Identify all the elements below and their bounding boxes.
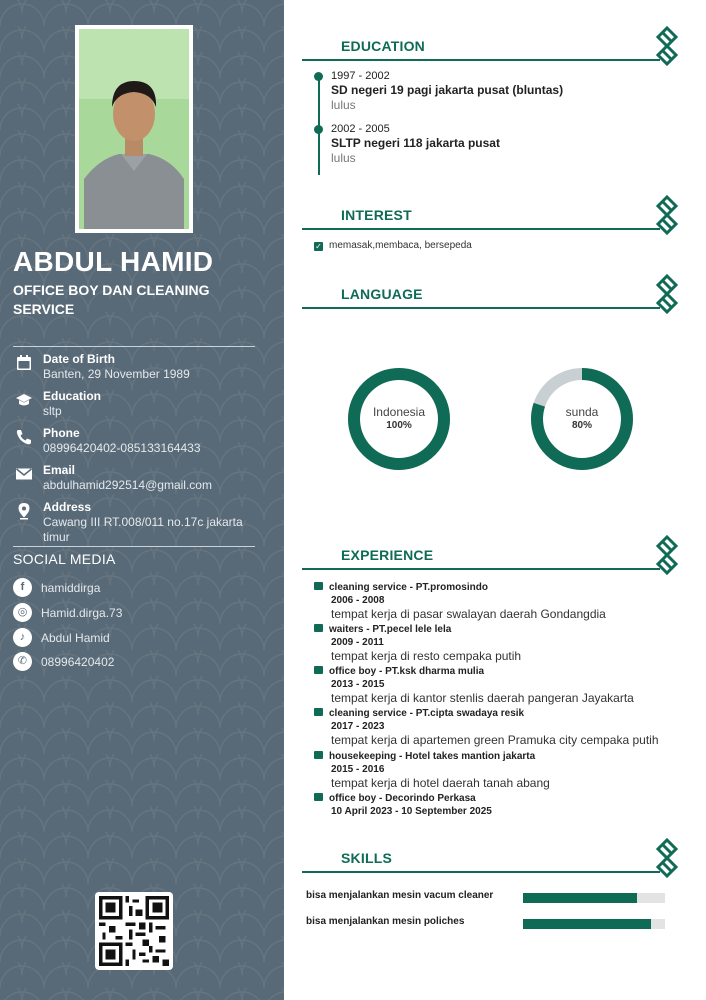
- education-school: SD negeri 19 pagi jakarta pusat (bluntas): [331, 83, 564, 97]
- timeline-dot: [314, 125, 323, 134]
- skill-bar: [523, 893, 665, 903]
- skill-bar: [523, 919, 665, 929]
- social-item-instagram[interactable]: [13, 603, 263, 623]
- info-value: sltp: [43, 404, 62, 418]
- social-media-title: SOCIAL MEDIA: [13, 551, 116, 567]
- ornament-icon: [654, 274, 680, 314]
- experience-desc: tempat kerja di hotel daerah tanah abang: [331, 776, 550, 790]
- divider: [13, 546, 255, 547]
- experience-job-title: cleaning service - PT.cipta swadaya resik: [329, 708, 525, 719]
- tiktok-icon: ♪: [13, 628, 32, 647]
- location-pin-icon: [15, 502, 33, 520]
- calendar-icon: [15, 354, 33, 372]
- info-label: Phone: [43, 426, 80, 440]
- ornament-icon: [654, 195, 680, 235]
- language-level: 80%: [571, 420, 592, 431]
- experience-job-title: office boy - Decorindo Perkasa: [329, 793, 476, 804]
- experience-item: [314, 623, 699, 664]
- experience-desc: tempat kerja di resto cempaka putih: [331, 649, 522, 663]
- section-title: EXPERIENCE: [341, 547, 434, 563]
- social-text: hamiddirga: [41, 581, 101, 595]
- experience-item: [314, 581, 699, 622]
- language-donut: [345, 365, 453, 473]
- education-years: 1997 - 2002: [331, 70, 390, 82]
- experience-job: [314, 665, 699, 678]
- education-status: lulus: [331, 151, 356, 165]
- info-label: Address: [43, 500, 92, 514]
- briefcase-icon: [314, 666, 323, 674]
- experience-job: [314, 750, 699, 763]
- experience-period: 2006 - 2008: [331, 595, 385, 606]
- experience-item: [314, 750, 699, 791]
- info-value: abdulhamid292514@gmail.com: [43, 478, 212, 492]
- info-value: Banten, 29 November 1989: [43, 367, 190, 381]
- skill-name: bisa menjalankan mesin poliches: [306, 916, 465, 927]
- section-line: [302, 59, 660, 61]
- social-item-facebook[interactable]: [13, 578, 263, 598]
- interest-text: memasak,membaca, bersepeda: [329, 240, 472, 251]
- language-donut-chart: [528, 365, 636, 473]
- info-label: Email: [43, 463, 76, 477]
- experience-item: [314, 665, 699, 706]
- info-value: 08996420402-085133164433: [43, 441, 201, 455]
- instagram-icon: ◎: [13, 603, 32, 622]
- experience-item: [314, 792, 699, 818]
- education-years: 2002 - 2005: [331, 123, 390, 135]
- language-donut-arc: [354, 374, 444, 464]
- experience-desc: tempat kerja di kantor stenlis daerah pangeran Jayakarta: [331, 691, 634, 705]
- social-item-whatsapp[interactable]: [13, 652, 263, 672]
- social-item-tiktok[interactable]: [13, 628, 263, 648]
- job-title: OFFICE BOY DAN CLEANING SERVICE: [13, 282, 210, 317]
- social-text: Hamid.dirga.73: [41, 606, 123, 620]
- experience-period: 2015 - 2016: [331, 764, 385, 775]
- education-item: [331, 70, 701, 112]
- education-item: [331, 123, 701, 165]
- briefcase-icon: [314, 624, 323, 632]
- skill-item: [306, 916, 696, 930]
- section-line: [302, 871, 660, 873]
- skill-bar-fill: [523, 893, 637, 903]
- divider: [13, 346, 255, 347]
- ornament-icon: [654, 535, 680, 575]
- full-name: ABDUL HAMID: [13, 246, 214, 277]
- language-donut-chart: [345, 365, 453, 473]
- experience-job: [314, 792, 699, 805]
- profile-photo: [75, 25, 193, 233]
- experience-period: 10 April 2023 - 10 September 2025: [331, 806, 492, 817]
- skill-item: [306, 890, 696, 904]
- social-text: Abdul Hamid: [41, 631, 110, 645]
- experience-job-title: waiters - PT.pecel lele lela: [329, 624, 452, 635]
- experience-period: 2013 - 2015: [331, 679, 385, 690]
- timeline-dot: [314, 72, 323, 81]
- checkbox-icon: ✓: [315, 242, 322, 251]
- section-skills: [302, 850, 680, 890]
- info-label: Date of Birth: [43, 352, 115, 366]
- sidebar: [0, 0, 284, 1000]
- section-title: LANGUAGE: [341, 286, 423, 302]
- phone-icon: [15, 428, 33, 446]
- experience-period: 2017 - 2023: [331, 721, 385, 732]
- qr-code-image: [99, 896, 169, 966]
- info-value: Cawang III RT.008/011 no.17c jakarta timur: [43, 515, 243, 544]
- section-line: [302, 568, 660, 570]
- ornament-icon: [654, 838, 680, 878]
- education-school: SLTP negeri 118 jakarta pusat: [331, 136, 500, 150]
- experience-desc: tempat kerja di apartemen green Pramuka city cempaka putih: [331, 733, 659, 747]
- experience-desc: tempat kerja di pasar swalayan daerah Gondangdia: [331, 607, 606, 621]
- experience-job: [314, 707, 699, 720]
- social-text: 08996420402: [41, 655, 115, 669]
- section-line: [302, 307, 660, 309]
- skill-bar-fill: [523, 919, 651, 929]
- education-status: lulus: [331, 98, 356, 112]
- experience-period: 2009 - 2011: [331, 637, 384, 648]
- briefcase-icon: [314, 582, 323, 590]
- facebook-icon: f: [13, 578, 32, 597]
- section-line: [302, 228, 660, 230]
- section-language: [302, 286, 680, 326]
- experience-job-title: cleaning service - PT.promosindo: [329, 582, 488, 593]
- language-donut: [528, 365, 636, 473]
- experience-job: [314, 623, 699, 636]
- qr-code[interactable]: [95, 892, 173, 970]
- section-title: INTEREST: [341, 207, 412, 223]
- briefcase-icon: [314, 708, 323, 716]
- interest-item: [314, 240, 472, 251]
- ornament-icon: [654, 26, 680, 66]
- language-level: 100%: [386, 420, 412, 431]
- experience-job-title: office boy - PT.ksk dharma mulia: [329, 666, 485, 677]
- briefcase-icon: [314, 793, 323, 801]
- portrait-image: [79, 29, 189, 229]
- whatsapp-icon: ✆: [13, 652, 32, 671]
- experience-item: [314, 707, 699, 748]
- skill-name: bisa menjalankan mesin vacum cleaner: [306, 890, 494, 901]
- language-name: sunda: [565, 405, 599, 419]
- experience-job-title: housekeeping - Hotel takes mantion jakarta: [329, 751, 536, 762]
- email-icon: [15, 465, 33, 483]
- experience-job: [314, 581, 699, 594]
- info-label: Education: [43, 389, 102, 403]
- language-name: Indonesia: [372, 405, 426, 419]
- section-title: EDUCATION: [341, 38, 425, 54]
- graduation-cap-icon: [15, 391, 33, 409]
- section-title: SKILLS: [341, 850, 392, 866]
- briefcase-icon: [314, 751, 323, 759]
